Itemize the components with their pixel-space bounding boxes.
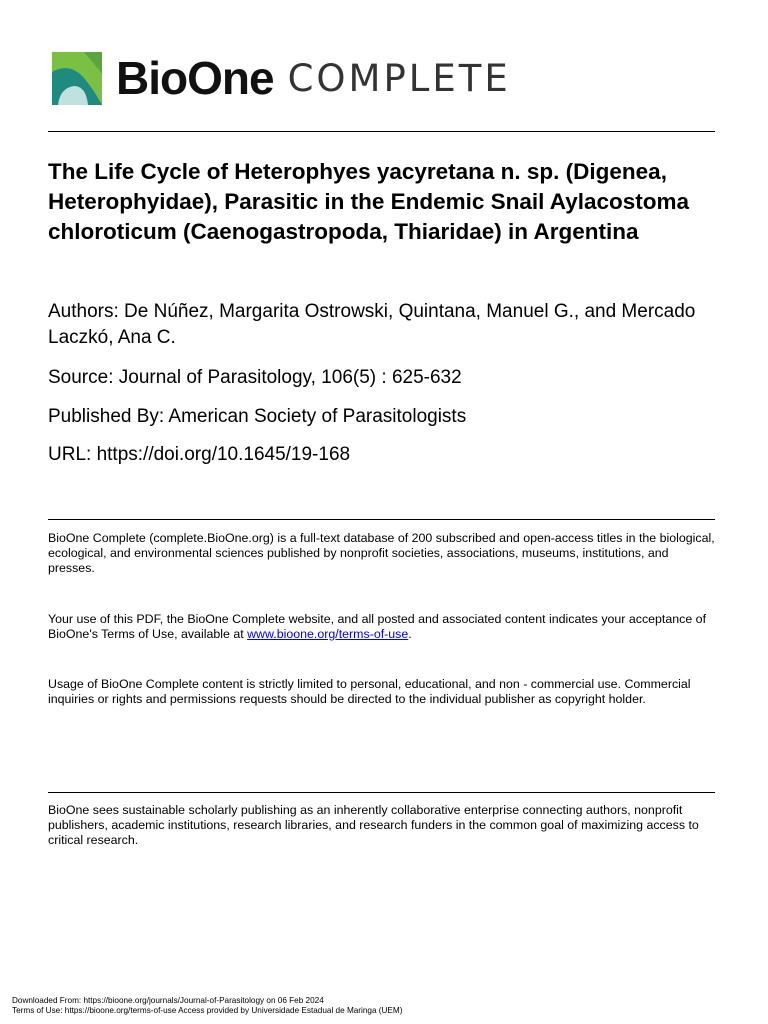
terms-access-info: Terms of Use: https://bioone.org/terms-of-use Access provided by Universidade Estadual de Maringa (UEM) [12,1006,403,1015]
bioone-leaf-icon [52,52,102,105]
about-notice: BioOne Complete (complete.BioOne.org) is a full-text database of 200 subscribed and open-access titles in the biological, ecological, and environmental sciences published by nonprofit societies, associations, museums, institutions, and presses. [48,531,715,575]
terms-text: Your use of this PDF, the BioOne Complete website, and all posted and associated content indicates your acceptance of BioOne's Terms of Use, available at [48,612,707,641]
notice-divider-bottom [48,792,715,793]
article-publisher: Published By: American Society of Parasitologists [48,406,467,427]
bioone-logo [52,50,511,106]
terms-of-use-link[interactable]: www.bioone.org/terms-of-use [247,627,409,641]
article-source: Source: Journal of Parasitology, 106(5) : 625-632 [48,367,462,388]
article-authors: Authors: De Núñez, Margarita Ostrowski, Quintana, Manuel G., and Mercado Laczkó, Ana C. [48,301,696,348]
download-footer [12,996,752,1016]
header-divider [48,131,715,132]
usage-notice: Usage of BioOne Complete content is strictly limited to personal, educational, and non - commercial use. Commercial inquiries or rights and permissions requests should be directed to the individual publisher as copyright holder. [48,677,691,706]
article-title: The Life Cycle of Heterophyes yacyretana n. sp. (Digenea, Heterophyidae), Parasitic in the Endemic Snail Aylacostoma chloroticum (Caenogastropoda, Thiaridae) in Argentina [48,159,690,244]
article-url: URL: https://doi.org/10.1645/19-168 [48,444,351,465]
brand-subtitle: COMPLETE [287,56,511,100]
notice-divider-top [48,519,715,520]
download-info: Downloaded From: https://bioone.org/journals/Journal-of-Parasitology on 06 Feb 2024 [12,996,324,1005]
brand-name: BioOne [116,52,274,104]
terms-text-end: . [408,627,412,641]
mission-notice: BioOne sees sustainable scholarly publishing as an inherently collaborative enterprise connecting authors, nonprofit publishers, academic institutions, research libraries, and research funders in the common goal of maximizing access to critical research. [48,803,699,847]
terms-notice [48,612,715,642]
